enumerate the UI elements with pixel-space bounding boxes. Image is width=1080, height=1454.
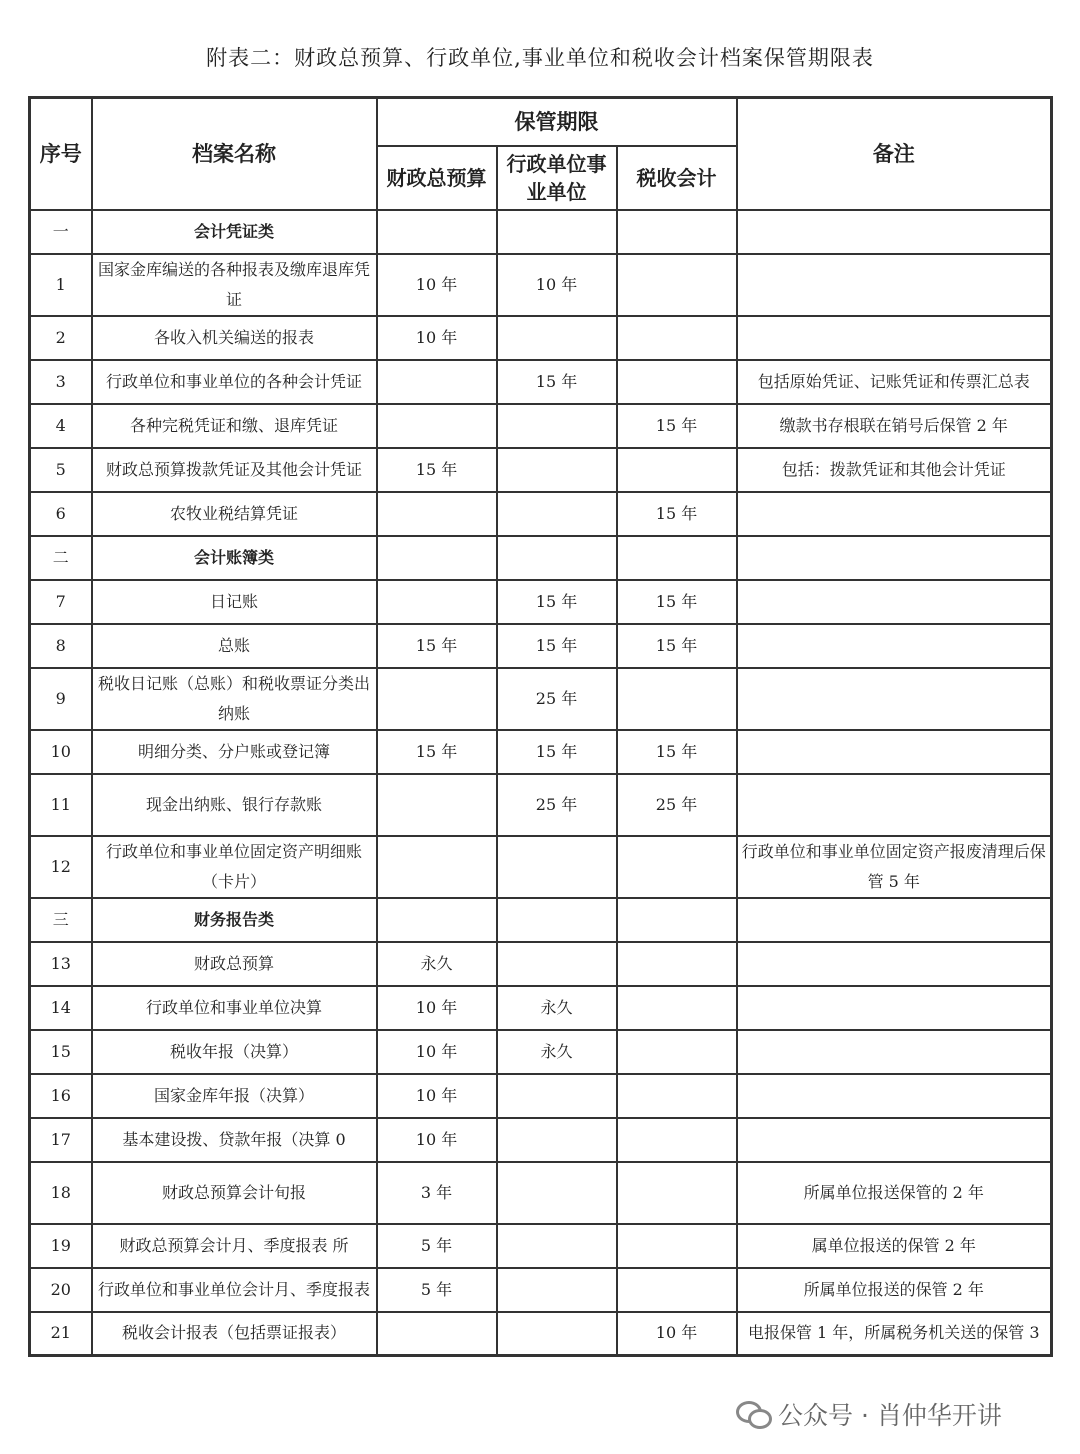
cell-tax-accounting (617, 360, 737, 404)
cell-fiscal-budget: 10 年 (377, 1074, 497, 1118)
cell-admin-unit (497, 836, 617, 898)
cell-name: 国家金库编送的各种报表及缴库退库凭证 (92, 254, 377, 316)
table-row (30, 986, 1052, 1030)
table-row (30, 898, 1052, 942)
cell-admin-unit: 25 年 (497, 774, 617, 836)
cell-name: 财政总预算会计旬报 (92, 1162, 377, 1224)
cell-name: 行政单位和事业单位会计月、季度报表 (92, 1268, 377, 1312)
cell-name: 各收入机关编送的报表 (92, 316, 377, 360)
cell-fiscal-budget (377, 668, 497, 730)
cell-admin-unit: 10 年 (497, 254, 617, 316)
table-row (30, 316, 1052, 360)
cell-seq: 9 (30, 668, 92, 730)
cell-seq: 14 (30, 986, 92, 1030)
table-row (30, 360, 1052, 404)
cell-seq: 2 (30, 316, 92, 360)
table-row (30, 942, 1052, 986)
cell-admin-unit (497, 1312, 617, 1356)
cell-name: 行政单位和事业单位决算 (92, 986, 377, 1030)
table-row (30, 668, 1052, 730)
cell-fiscal-budget: 3 年 (377, 1162, 497, 1224)
cell-tax-accounting (617, 448, 737, 492)
cell-fiscal-budget (377, 210, 497, 254)
cell-seq: 5 (30, 448, 92, 492)
header-seq: 序号 (30, 98, 92, 210)
cell-fiscal-budget (377, 774, 497, 836)
cell-note (737, 316, 1052, 360)
cell-seq: 一 (30, 210, 92, 254)
cell-tax-accounting (617, 316, 737, 360)
cell-name: 明细分类、分户账或登记簿 (92, 730, 377, 774)
cell-seq: 10 (30, 730, 92, 774)
cell-fiscal-budget: 15 年 (377, 730, 497, 774)
cell-admin-unit: 15 年 (497, 580, 617, 624)
cell-fiscal-budget: 5 年 (377, 1224, 497, 1268)
table-row (30, 1268, 1052, 1312)
cell-admin-unit (497, 316, 617, 360)
cell-fiscal-budget: 15 年 (377, 448, 497, 492)
cell-tax-accounting (617, 1268, 737, 1312)
cell-name: 财政总预算 (92, 942, 377, 986)
cell-tax-accounting (617, 836, 737, 898)
cell-name: 税收日记账（总账）和税收票证分类出纳账 (92, 668, 377, 730)
cell-note: 所属单位报送的保管 2 年 (737, 1268, 1052, 1312)
table-row (30, 836, 1052, 898)
cell-note (737, 254, 1052, 316)
cell-admin-unit (497, 898, 617, 942)
cell-name: 各种完税凭证和缴、退库凭证 (92, 404, 377, 448)
document-title: 附表二：财政总预算、行政单位,事业单位和税收会计档案保管期限表 (206, 46, 874, 70)
cell-note (737, 1118, 1052, 1162)
cell-name: 财政总预算拨款凭证及其他会计凭证 (92, 448, 377, 492)
table-row (30, 624, 1052, 668)
cell-tax-accounting: 15 年 (617, 492, 737, 536)
cell-seq: 8 (30, 624, 92, 668)
cell-note: 所属单位报送保管的 2 年 (737, 1162, 1052, 1224)
table-row (30, 448, 1052, 492)
cell-fiscal-budget: 10 年 (377, 1118, 497, 1162)
cell-name: 财务报告类 (92, 898, 377, 942)
cell-seq: 7 (30, 580, 92, 624)
cell-note (737, 942, 1052, 986)
cell-admin-unit (497, 1162, 617, 1224)
cell-fiscal-budget (377, 536, 497, 580)
cell-name: 总账 (92, 624, 377, 668)
cell-fiscal-budget: 10 年 (377, 986, 497, 1030)
cell-note: 属单位报送的保管 2 年 (737, 1224, 1052, 1268)
cell-note (737, 624, 1052, 668)
cell-fiscal-budget (377, 836, 497, 898)
cell-tax-accounting (617, 536, 737, 580)
table-row (30, 774, 1052, 836)
cell-tax-accounting: 25 年 (617, 774, 737, 836)
cell-admin-unit: 25 年 (497, 668, 617, 730)
cell-note (737, 730, 1052, 774)
cell-fiscal-budget (377, 404, 497, 448)
cell-name: 会计凭证类 (92, 210, 377, 254)
table-row (30, 404, 1052, 448)
cell-fiscal-budget: 永久 (377, 942, 497, 986)
cell-fiscal-budget: 10 年 (377, 316, 497, 360)
cell-seq: 21 (30, 1312, 92, 1356)
cell-name: 农牧业税结算凭证 (92, 492, 377, 536)
cell-tax-accounting (617, 1074, 737, 1118)
cell-note (737, 774, 1052, 836)
cell-note (737, 580, 1052, 624)
cell-name: 会计账簿类 (92, 536, 377, 580)
cell-seq: 11 (30, 774, 92, 836)
cell-name: 国家金库年报（决算） (92, 1074, 377, 1118)
cell-fiscal-budget (377, 1312, 497, 1356)
cell-name: 基本建设拨、贷款年报（决算 0 (92, 1118, 377, 1162)
cell-note (737, 1030, 1052, 1074)
cell-seq: 12 (30, 836, 92, 898)
cell-note: 包括原始凭证、记账凭证和传票汇总表 (737, 360, 1052, 404)
cell-admin-unit (497, 1118, 617, 1162)
cell-tax-accounting (617, 1162, 737, 1224)
cell-admin-unit (497, 448, 617, 492)
cell-tax-accounting: 15 年 (617, 624, 737, 668)
table-row (30, 1030, 1052, 1074)
cell-fiscal-budget (377, 898, 497, 942)
table-body (30, 210, 1052, 1356)
cell-fiscal-budget (377, 580, 497, 624)
cell-fiscal-budget: 10 年 (377, 254, 497, 316)
cell-tax-accounting (617, 986, 737, 1030)
cell-admin-unit: 15 年 (497, 730, 617, 774)
cell-note (737, 210, 1052, 254)
cell-tax-accounting (617, 1224, 737, 1268)
cell-tax-accounting: 15 年 (617, 730, 737, 774)
cell-seq: 19 (30, 1224, 92, 1268)
header-name: 档案名称 (92, 98, 377, 210)
cell-seq: 20 (30, 1268, 92, 1312)
cell-tax-accounting (617, 668, 737, 730)
cell-seq: 3 (30, 360, 92, 404)
cell-note (737, 898, 1052, 942)
cell-seq: 1 (30, 254, 92, 316)
cell-fiscal-budget (377, 360, 497, 404)
cell-fiscal-budget (377, 492, 497, 536)
header-note: 备注 (737, 98, 1052, 210)
cell-tax-accounting: 15 年 (617, 404, 737, 448)
cell-seq: 16 (30, 1074, 92, 1118)
cell-admin-unit (497, 210, 617, 254)
cell-admin-unit: 15 年 (497, 360, 617, 404)
cell-seq: 17 (30, 1118, 92, 1162)
cell-name: 行政单位和事业单位固定资产明细账（卡片） (92, 836, 377, 898)
header-tax-accounting: 税收会计 (617, 146, 737, 210)
cell-admin-unit (497, 1268, 617, 1312)
cell-name: 税收年报（决算） (92, 1030, 377, 1074)
table-row (30, 492, 1052, 536)
watermark-text: 公众号 · 肖仲华开讲 (778, 1401, 1002, 1430)
table-row (30, 254, 1052, 316)
cell-tax-accounting (617, 210, 737, 254)
cell-name: 财政总预算会计月、季度报表 所 (92, 1224, 377, 1268)
header-fiscal-budget: 财政总预算 (377, 146, 497, 210)
retention-period-table (28, 96, 1053, 1357)
cell-note: 缴款书存根联在销号后保管 2 年 (737, 404, 1052, 448)
cell-note: 行政单位和事业单位固定资产报废清理后保管 5 年 (737, 836, 1052, 898)
cell-seq: 三 (30, 898, 92, 942)
cell-name: 日记账 (92, 580, 377, 624)
cell-seq: 二 (30, 536, 92, 580)
watermark (736, 1394, 1002, 1434)
wechat-icon (736, 1399, 770, 1429)
cell-seq: 18 (30, 1162, 92, 1224)
cell-note (737, 492, 1052, 536)
table-row (30, 1312, 1052, 1356)
table-row (30, 1224, 1052, 1268)
cell-note (737, 536, 1052, 580)
cell-tax-accounting (617, 254, 737, 316)
cell-tax-accounting (617, 1030, 737, 1074)
cell-seq: 6 (30, 492, 92, 536)
cell-tax-accounting (617, 942, 737, 986)
cell-admin-unit: 永久 (497, 986, 617, 1030)
header-row-1 (30, 98, 1052, 146)
cell-admin-unit (497, 942, 617, 986)
cell-tax-accounting (617, 1118, 737, 1162)
cell-note (737, 668, 1052, 730)
cell-note: 包括：拨款凭证和其他会计凭证 (737, 448, 1052, 492)
header-retention-period: 保管期限 (377, 98, 737, 146)
cell-seq: 4 (30, 404, 92, 448)
cell-tax-accounting (617, 898, 737, 942)
cell-admin-unit: 15 年 (497, 624, 617, 668)
cell-admin-unit (497, 1074, 617, 1118)
cell-seq: 15 (30, 1030, 92, 1074)
cell-tax-accounting: 15 年 (617, 580, 737, 624)
table-row (30, 1074, 1052, 1118)
cell-admin-unit (497, 536, 617, 580)
cell-fiscal-budget: 10 年 (377, 1030, 497, 1074)
cell-note (737, 1074, 1052, 1118)
cell-admin-unit: 永久 (497, 1030, 617, 1074)
cell-note: 电报保管 1 年，所属税务机关送的保管 3 (737, 1312, 1052, 1356)
cell-name: 税收会计报表（包括票证报表） (92, 1312, 377, 1356)
cell-admin-unit (497, 492, 617, 536)
table-row (30, 1162, 1052, 1224)
cell-seq: 13 (30, 942, 92, 986)
table-row (30, 730, 1052, 774)
table-row (30, 580, 1052, 624)
table-row (30, 210, 1052, 254)
cell-name: 现金出纳账、银行存款账 (92, 774, 377, 836)
cell-fiscal-budget: 5 年 (377, 1268, 497, 1312)
cell-fiscal-budget: 15 年 (377, 624, 497, 668)
cell-admin-unit (497, 404, 617, 448)
cell-tax-accounting: 10 年 (617, 1312, 737, 1356)
cell-admin-unit (497, 1224, 617, 1268)
table-row (30, 1118, 1052, 1162)
table-row (30, 536, 1052, 580)
header-admin-unit: 行政单位事业单位 (497, 146, 617, 210)
cell-note (737, 986, 1052, 1030)
cell-name: 行政单位和事业单位的各种会计凭证 (92, 360, 377, 404)
